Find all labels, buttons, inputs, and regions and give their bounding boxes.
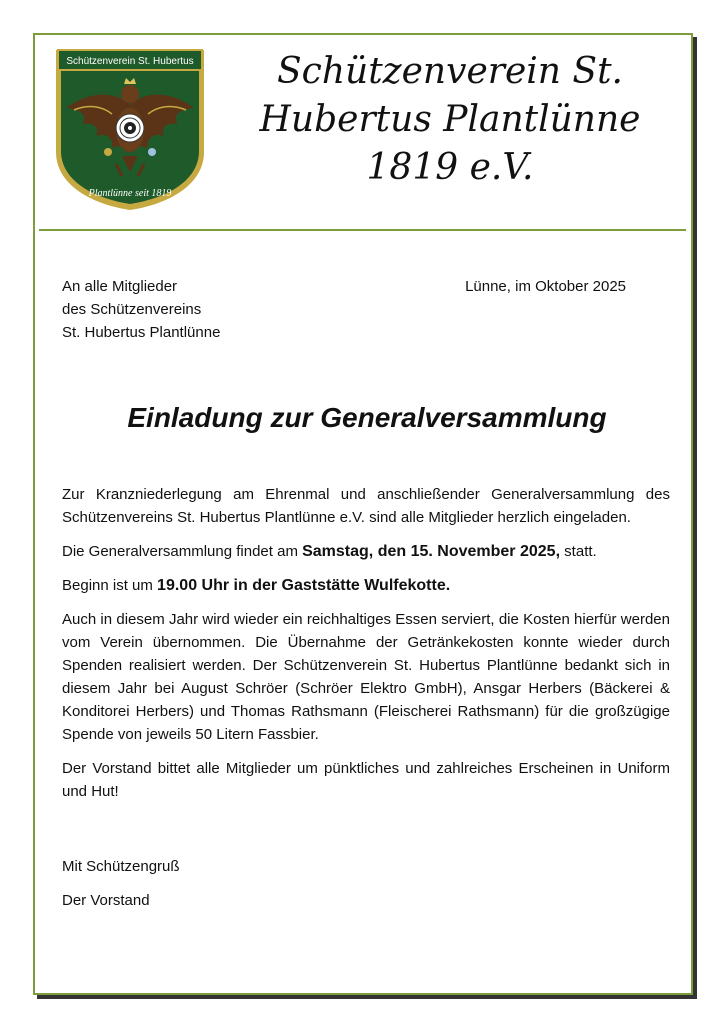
emblem-bottom-text: Plantlünne seit 1819 [88,188,172,199]
text-span: Die Generalversammlung findet am [62,543,303,560]
event-time-location: 19.00 Uhr in der Gaststätte Wulfekotte. [157,577,451,594]
title-line: Hubertus Plantlünne [259,99,641,140]
event-date: Samstag, den 15. November 2025, [302,543,561,560]
paragraph-date [62,540,670,563]
target-icon [116,114,144,142]
text-span: statt. [560,543,597,560]
paragraph-time [62,574,670,597]
paragraph-sponsors: Auch in diesem Jahr wird wieder ein reichhaltiges Essen serviert, die Kosten hierfür werden vom Verein übernommen. Die Übernahme der Getränkekosten konnte wieder durch Spenden realisiert werden. Der Schützenverein St. Hubertus Plantlünne bedankt sich in diesem Jahr bei August Schröer (Schröer Elektro GmbH), Ansgar Herbers (Bäckerei & Konditorei Herbers) und Thomas Rathsmann (Fleischerei Rathsmann) für die großzügige Spende von jeweils 50 Litern Fassbier. [62,611,670,743]
closing-greeting: Mit Schützengruß [62,858,180,875]
title-line: Schützenverein St. [277,51,623,92]
title-line: 1819 e.V. [366,147,534,188]
paragraph-request: Der Vorstand bittet alle Mitglieder um pünktliches und zahlreiches Erscheinen in Uniform und Hut! [62,760,670,800]
emblem-top-text: Schützenverein St. Hubertus [66,56,194,67]
letter-heading: Einladung zur Generalversammlung [127,402,607,433]
address-line: An alle Mitglieder [62,278,178,295]
text-span: Beginn ist um [62,577,158,594]
recipient-address [62,275,220,344]
letter-body [62,483,670,814]
address-line: St. Hubertus Plantlünne [62,324,221,341]
closing-signature: Der Vorstand [62,892,150,909]
club-emblem [52,44,208,212]
header-divider [39,229,686,231]
page-title [240,48,660,192]
paragraph-intro: Zur Kranzniederlegung am Ehrenmal und anschließender Generalversammlung des Schützenvereins St. Hubertus Plantlünne e.V. sind alle Mitglieder herzlich eingeladen. [62,486,670,526]
address-line: des Schützenvereins [62,301,202,318]
letter-date: Lünne, im Oktober 2025 [465,278,626,295]
